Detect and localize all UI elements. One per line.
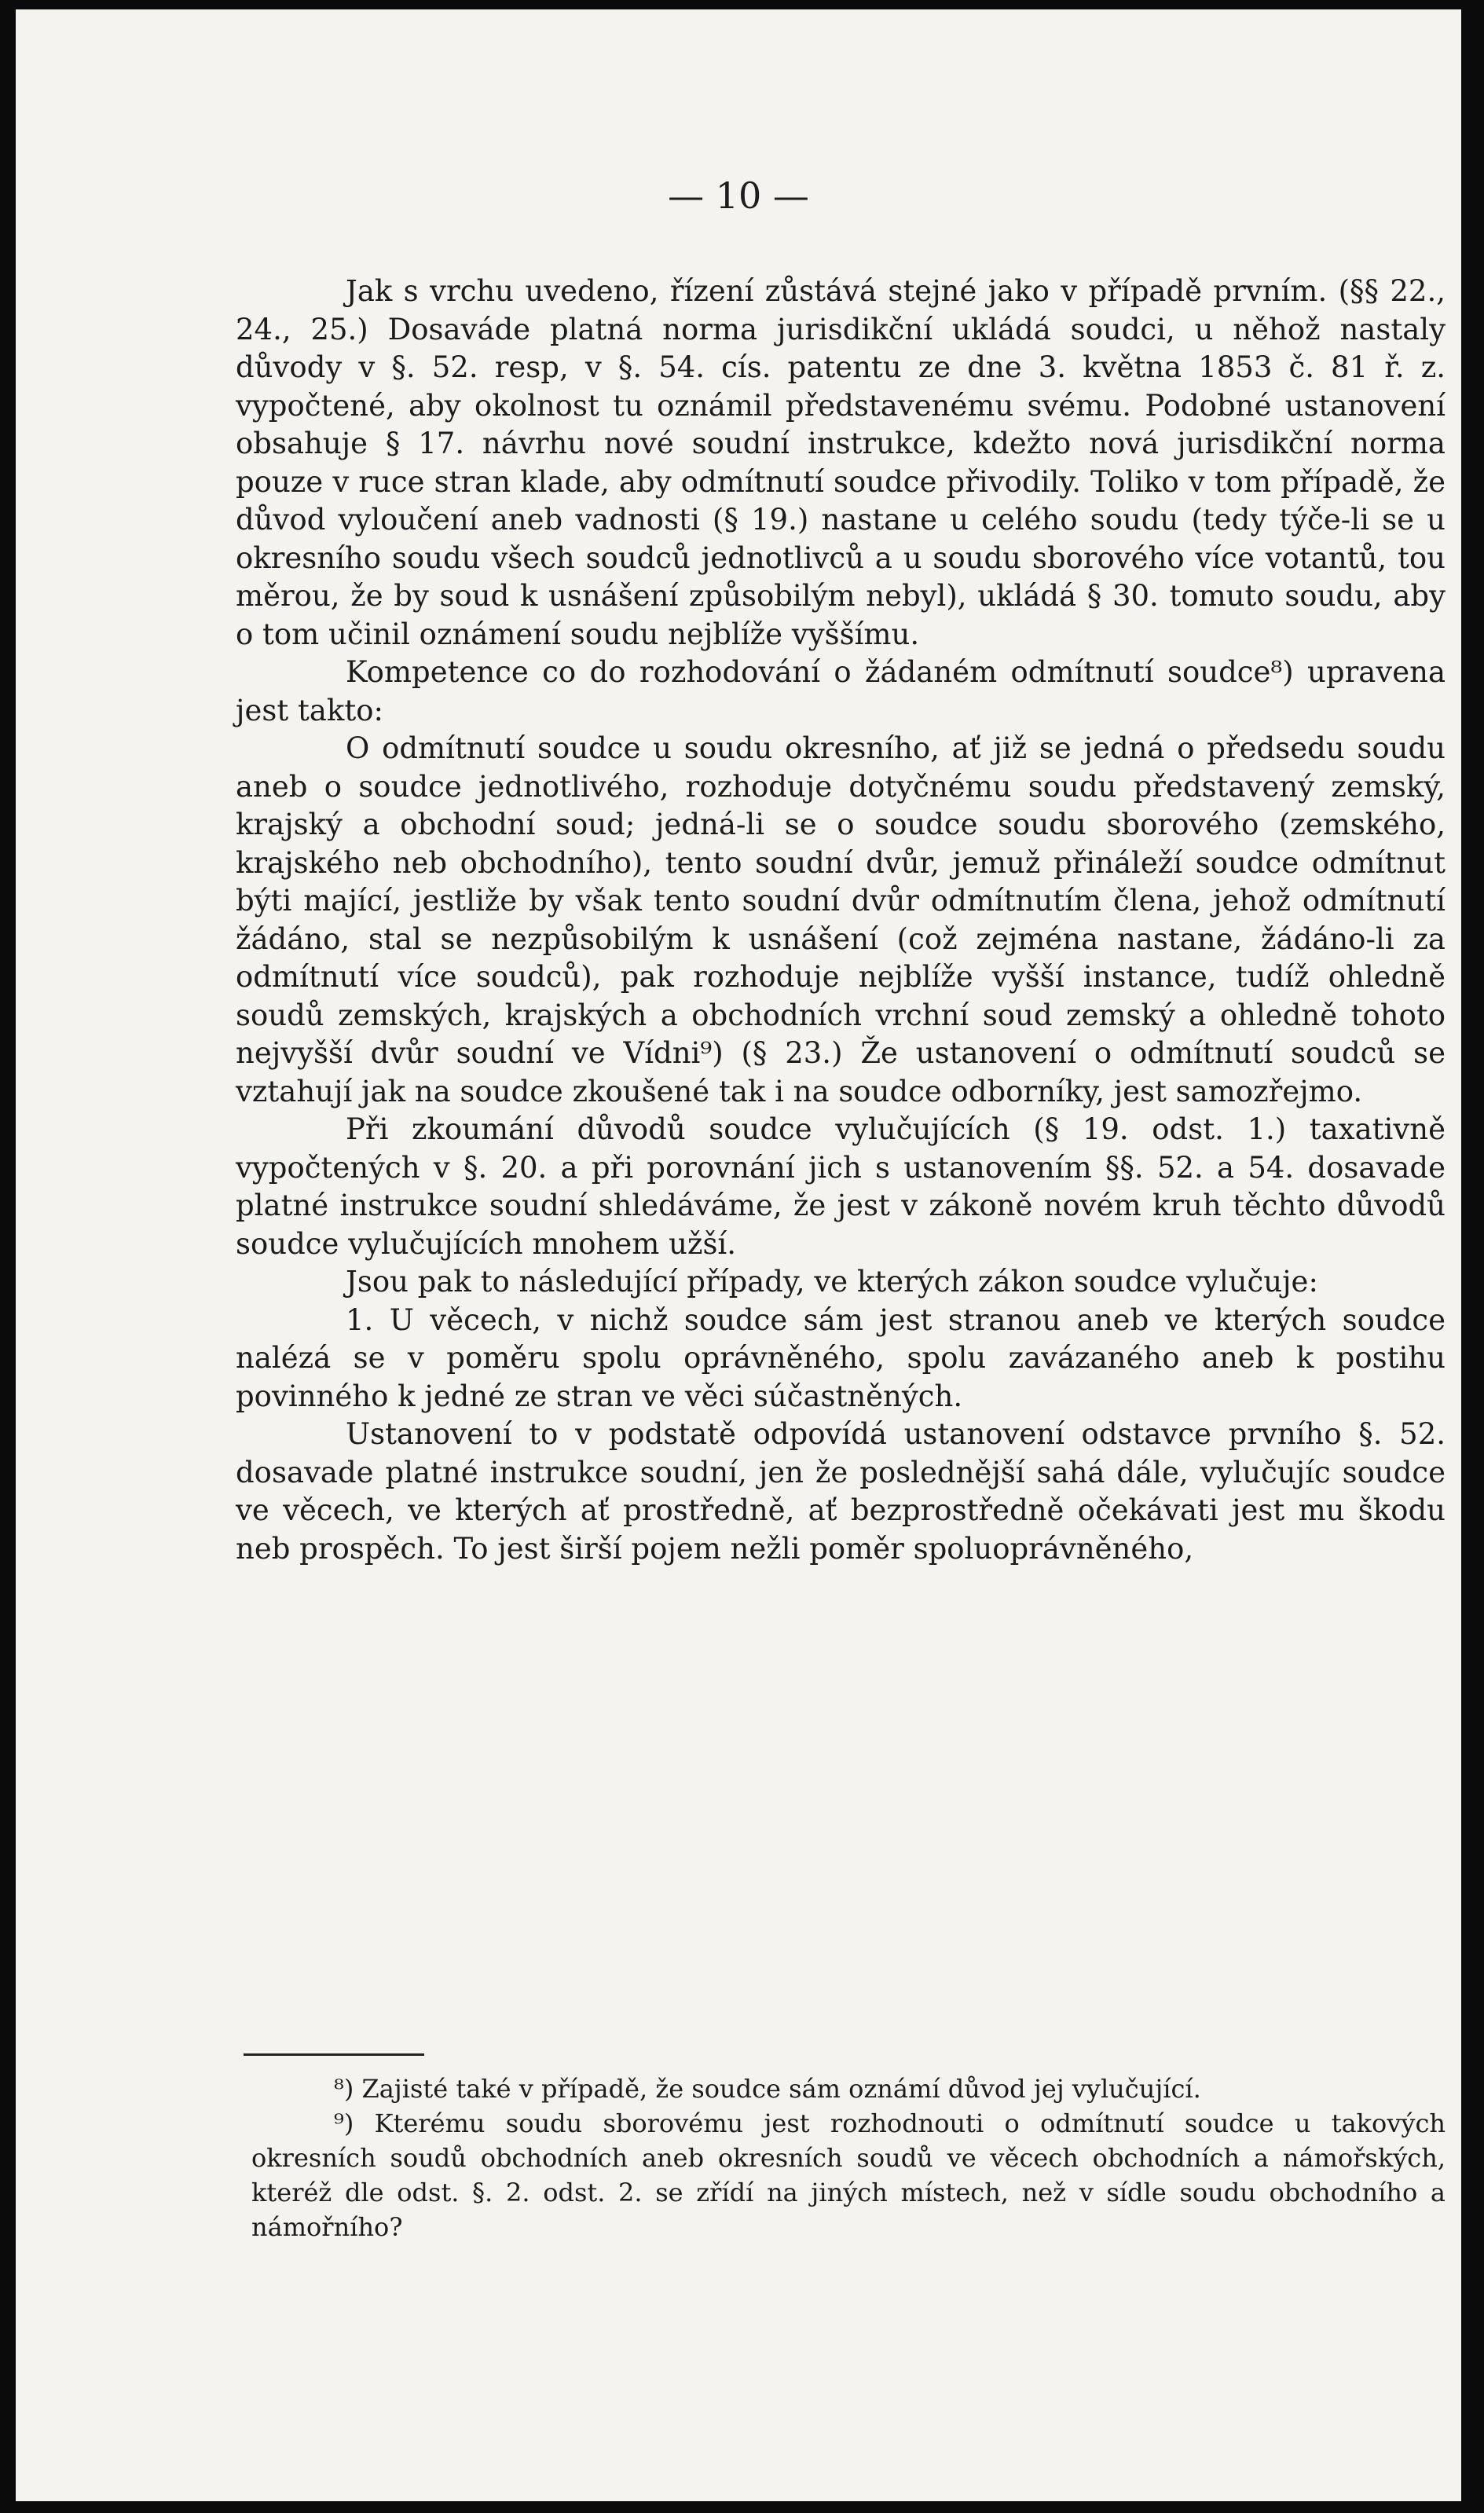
paragraph: Jsou pak to následující případy, ve kterých zákon soudce vylučuje: bbox=[346, 1265, 1318, 1299]
footnote-9: ⁹) Kterému soudu sborovému jest rozhodnouti o odmítnutí soudce u takových okresních soudů obchodních aneb okresních soudů ve věcech obchodních a námořských, kteréž dle odst. §. 2. odst. 2. se zřídí na jiných místech, než v sídle soudu obchodního a námořního? bbox=[251, 2108, 1446, 2242]
footnote-8: ⁸) Zajisté také v případě, že soudce sám oznámí důvod jej vylučující. bbox=[334, 2074, 1201, 2104]
footnote-divider bbox=[244, 2053, 424, 2056]
document-page bbox=[16, 9, 1461, 2501]
paragraph: Ustanovení to v podstatě odpovídá ustanovení odstavce prvního §. 52. dosavade platné instrukce soudní, jen že poslednější sahá dále, vylučujíc soudce ve věcech, ve kterých ať prostředně, ať bezprostředně očekávati jest mu škodu neb prospěch. To jest širší pojem nežli poměr spoluoprávněného, bbox=[236, 1417, 1446, 1566]
main-text bbox=[236, 273, 1446, 1568]
paragraph: 1. U věcech, v nichž soudce sám jest stranou aneb ve kterých soudce nalézá se v poměru spolu oprávněného, spolu zavázaného aneb k postihu povinného k jedné ze stran ve věci súčastněných. bbox=[236, 1302, 1446, 1413]
paragraph: Při zkoumání důvodů soudce vylučujících (§ 19. odst. 1.) taxativně vypočtených v §. 20. a při porovnání jich s ustanovením §§. 52. a 54. dosavade platné instrukce soudní shledáváme, že jest v zákoně novém kruh těchto důvodů soudce vylučujících mnohem užší. bbox=[236, 1112, 1446, 1261]
paragraph: Kompetence co do rozhodování o žádaném odmítnutí soudce⁸) upravena jest takto: bbox=[236, 655, 1446, 727]
footnotes bbox=[251, 2072, 1446, 2244]
paragraph: O odmítnutí soudce u soudu okresního, ať již se jedná o předsedu soudu aneb o soudce jednotlivého, rozhoduje dotyčnému soudu představený zemský, krajský a obchodní soud; jedná-li se o soudce soudu sborového (zemského, krajského neb obchodního), tento soudní dvůr, jemuž přináleží soudce odmítnut býti mající, jestliže by však tento soudní dvůr odmítnutím člena, jehož odmítnutí žádáno, stal se nezpůsobilým k usnášení (což zejména nastane, žádáno-li za odmítnutí více soudců), pak rozhoduje nejblíže vyšší instance, tudíž ohledně soudů zemských, krajských a obchodních vrchní soud zemský a ohledně tohoto nejvyšší dvůr soudní ve Vídni⁹) (§ 23.) Že ustanovení o odmítnutí soudců se vztahují jak na soudce zkoušené tak i na soudce odborníky, jest samozřejmo. bbox=[236, 731, 1446, 1108]
page-number: — 10 — bbox=[668, 174, 809, 217]
paragraph: Jak s vrchu uvedeno, řízení zůstává stejné jako v případě prvním. (§§ 22., 24., 25.) Dosaváde platná norma jurisdikční ukládá soudci, u něhož nastaly důvody v §. 52. resp, v §. 54. cís. patentu ze dne 3. května 1853 č. 81 ř. z. vypočtené, aby okolnost tu oznámil představenému svému. Podobné ustanovení obsahuje § 17. návrhu nové soudní instrukce, kdežto nová jurisdikční norma pouze v ruce stran klade, aby odmítnutí soudce přivodily. Toliko v tom případě, že důvod vyloučení aneb vadnosti (§ 19.) nastane u celého soudu (tedy týče-li se u okresního soudu všech soudců jednotlivců a u soudu sborového více votantů, tou měrou, že by soud k usnášení způsobilým nebyl), ukládá § 30. tomuto soudu, aby o tom učinil oznámení soudu nejblíže vyššímu. bbox=[236, 274, 1446, 651]
